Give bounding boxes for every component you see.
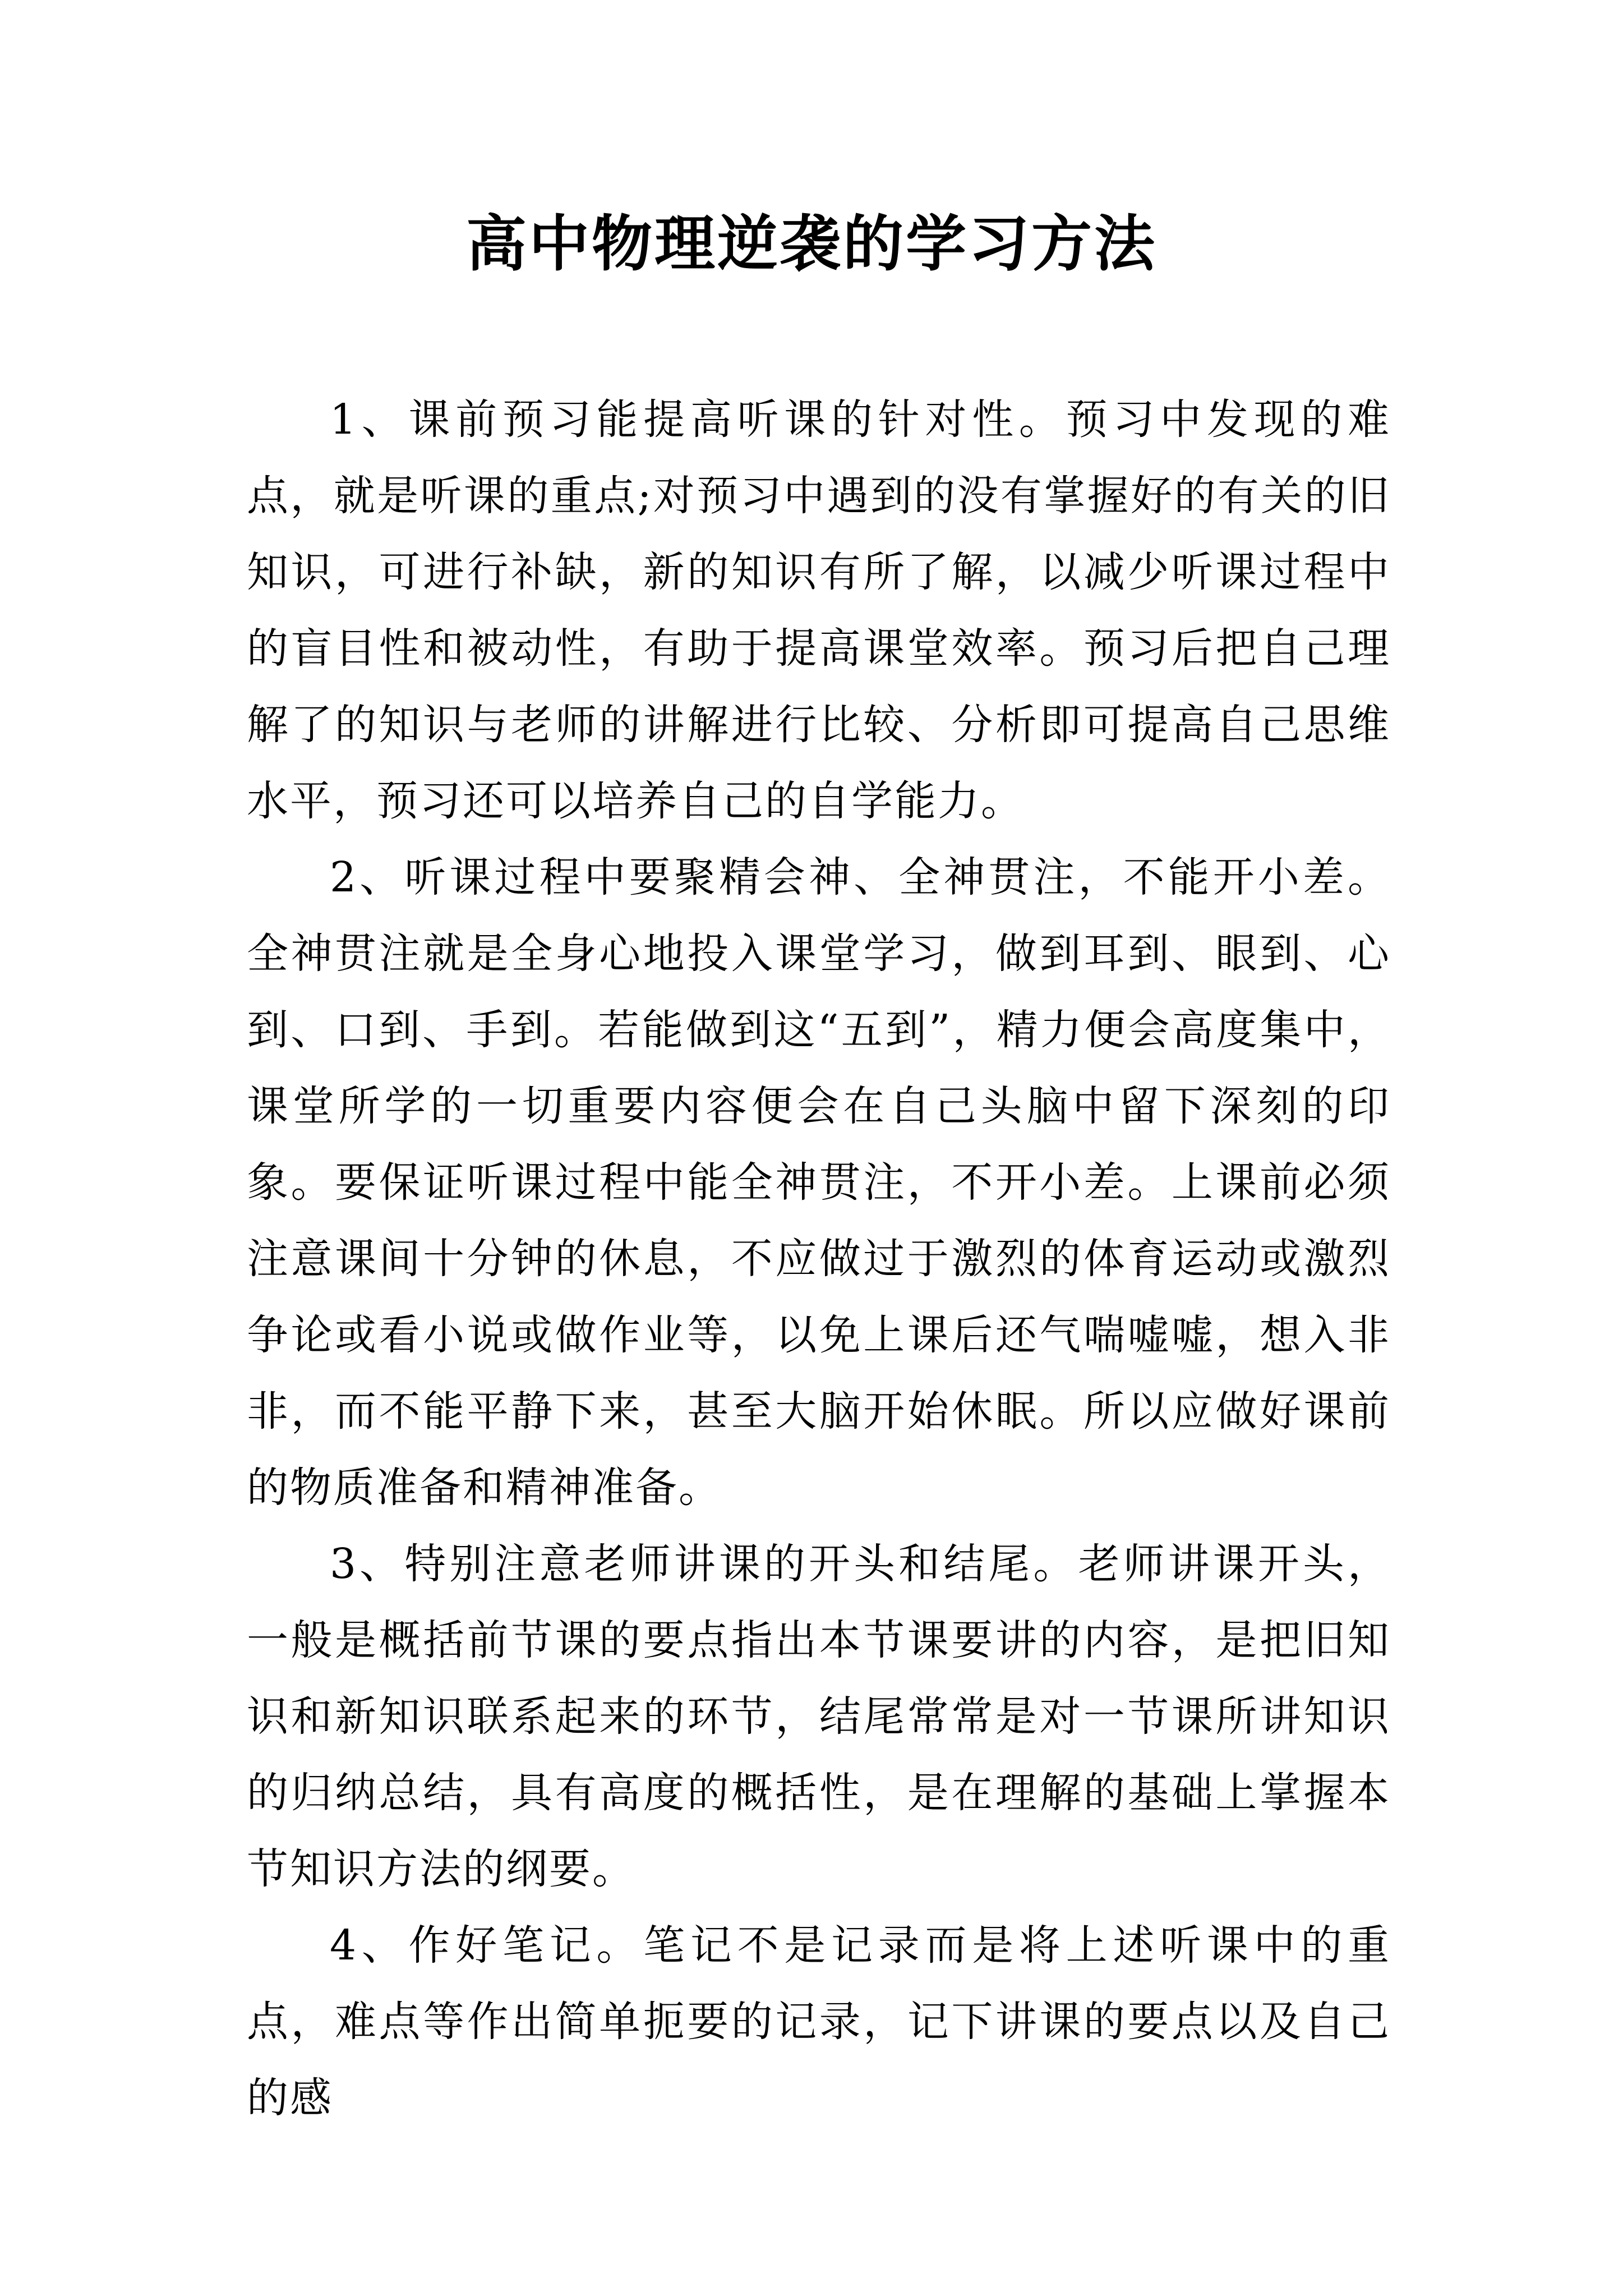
document-body [247,381,1391,2136]
paragraph-4: 4、作好笔记。笔记不是记录而是将上述听课中的重点，难点等作出简单扼要的记录，记下讲课的要点以及自己的感 [247,1921,1391,2122]
paragraph-2: 2、听课过程中要聚精会神、全神贯注，不能开小差。全神贯注就是全身心地投入课堂学习，做到耳到、眼到、心到、口到、手到。若能做到这“五到”，精力便会高度集中，课堂所学的一切重要内容便会在自己头脑中留下深刻的印象。要保证听课过程中能全神贯注，不开小差。上课前必须注意课间十分钟的休息，不应做过于激烈的体育运动或激烈争论或看小说或做作业等，以免上课后还气喘嘘嘘，想入非非，而不能平静下来，甚至大脑开始休眠。所以应做好课前的物质准备和精神准备。 [247,853,1391,1512]
paragraph-3: 3、特别注意老师讲课的开头和结尾。老师讲课开头，一般是概括前节课的要点指出本节课要讲的内容，是把旧知识和新知识联系起来的环节，结尾常常是对一节课所讲知识的归纳总结，具有高度的概括性，是在理解的基础上掌握本节知识方法的纲要。 [247,1540,1391,1893]
paragraph-1: 1、课前预习能提高听课的针对性。预习中发现的难点，就是听课的重点;对预习中遇到的没有掌握好的有关的旧知识，可进行补缺，新的知识有所了解，以减少听课过程中的盲目性和被动性，有助于提高课堂效率。预习后把自己理解了的知识与老师的讲解进行比较、分析即可提高自己思维水平，预习还可以培养自己的自学能力。 [247,395,1391,825]
document-title: 高中物理逆袭的学习方法 [465,209,1157,279]
